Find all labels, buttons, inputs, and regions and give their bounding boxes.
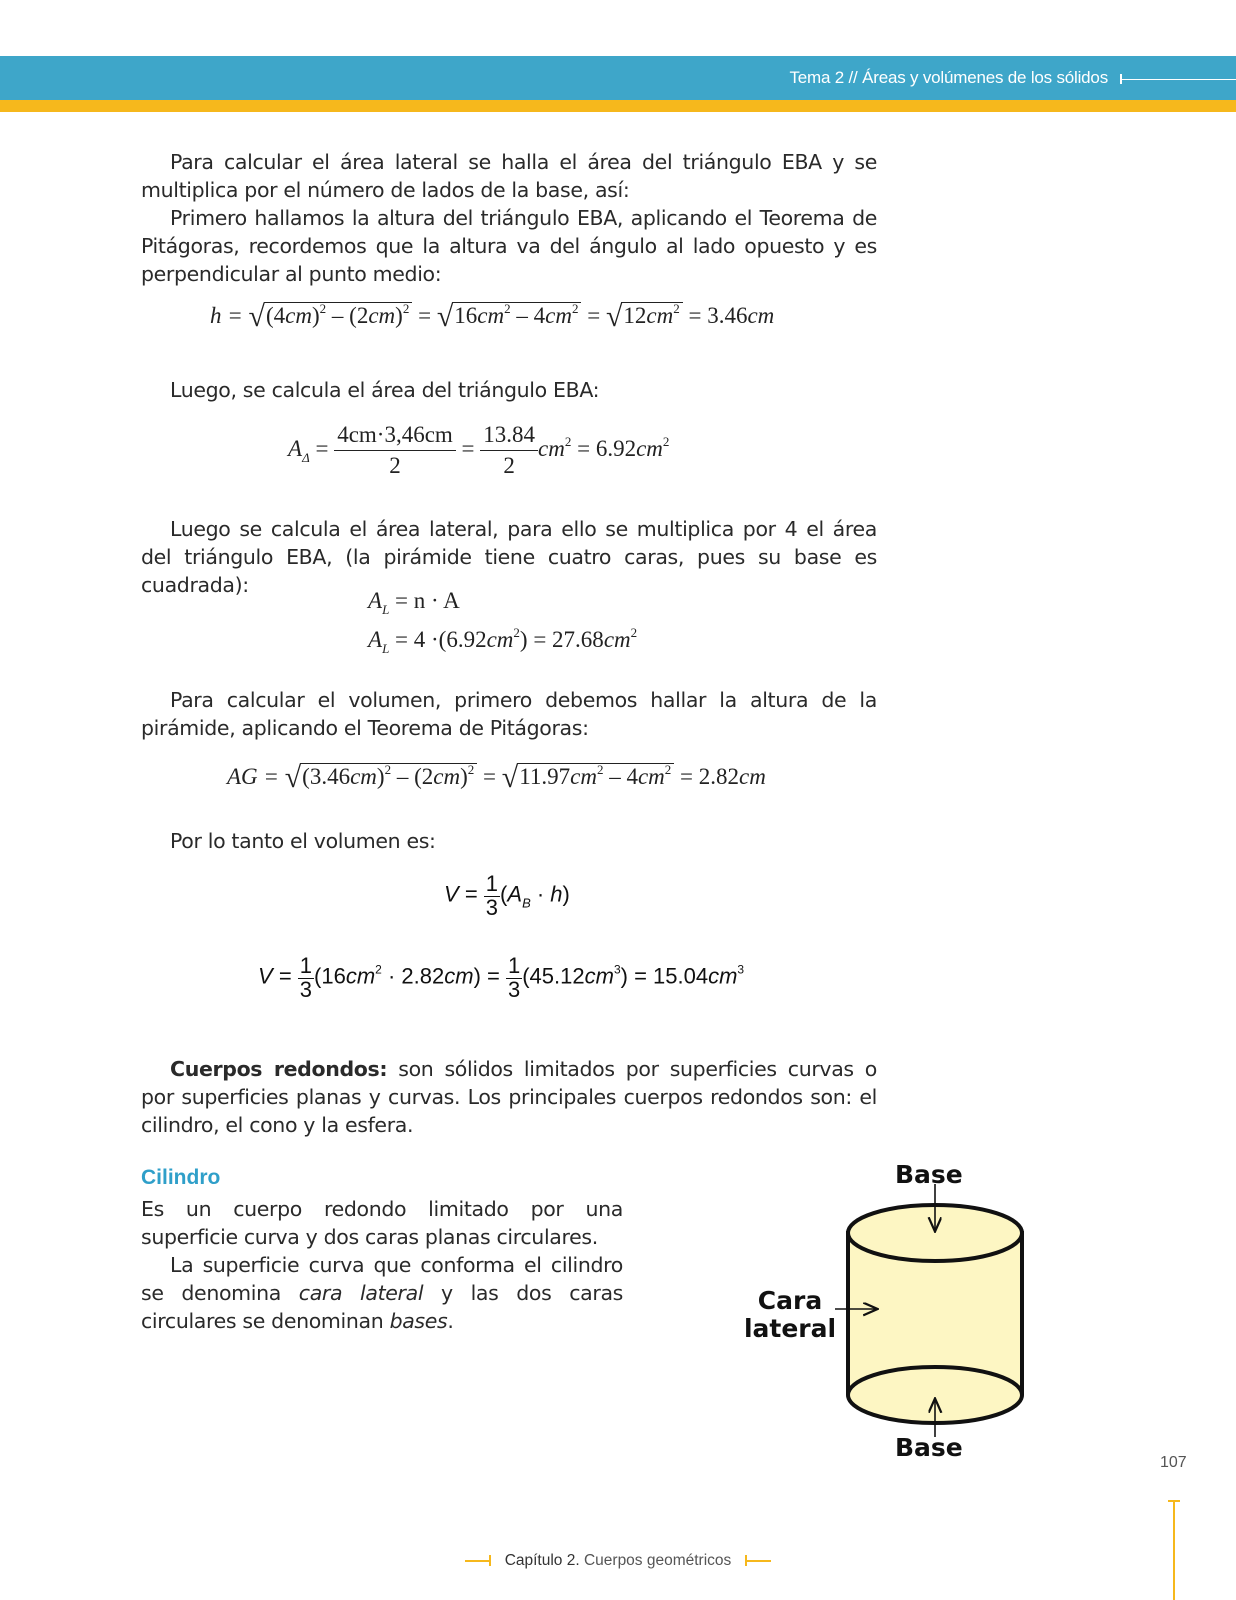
paragraph-round-bodies: Cuerpos redondos: son sólidos limitados por superficies curvas o por superficies planas y curvas. Los principales cuerpos redondos son: el cilindro, el cono y la esfera.	[141, 1057, 877, 1137]
paragraph-1: Para calcular el área lateral se halla el área del triángulo EBA y se multiplica por el número de lados de la base, así:	[141, 150, 877, 202]
footer-rule-right	[745, 1560, 771, 1562]
footer	[0, 1552, 1236, 1570]
header-title: Tema 2 // Áreas y volúmenes de los sólidos	[789, 68, 1108, 87]
section-heading-cylinder: Cilindro	[141, 1166, 221, 1189]
equation-pyramid-height: AG = $√(3.46cm)^2 - (2cm)^2 = √11.97cm^2 - 4cm^2 = 2.82cm$	[227, 761, 766, 794]
page-number: 107	[1160, 1454, 1187, 1471]
label-base-top: Base	[895, 1160, 963, 1189]
round-bodies-term: Cuerpos redondos:	[170, 1057, 388, 1081]
side-rule	[1173, 1500, 1175, 1600]
paragraph-4: Luego se calcula el área lateral, para ello se multiplica por 4 el área del triángulo EBA, (la pirámide tiene cuatro caras, pues su base es cuadrada):	[141, 517, 877, 597]
label-base-bottom: Base	[895, 1433, 963, 1462]
paragraph-2: Primero hallamos la altura del triángulo EBA, aplicando el Teorema de Pitágoras, recordemos que la altura va del ángulo al lado opuesto y es perpendicular al punto medio:	[141, 206, 877, 286]
equation-volume-formula: V = $\frac{1}{3}$ $(A_B \cdot h)$	[444, 871, 570, 920]
equation-triangle-area: $A_\Delta$ = $\frac{4cm\cdot 3,46cm}{2}$ = $\frac{13.84}{2}$ $cm^2 = 6.92cm^2$	[288, 422, 670, 478]
equation-height: $h = √(4cm)^2 - (2cm)^2 = √16cm^2 - 4cm^2 = √12cm^2 = 3.46cm$	[210, 300, 775, 333]
footer-rule-left	[465, 1560, 491, 1562]
paragraph-3: Luego, se calcula el área del triángulo EBA:	[170, 378, 600, 402]
equation-lateral-area-formula: $A_L = n \cdot A$	[368, 588, 460, 617]
equation-lateral-area-value: $A_L = 4 \cdot(6.92cm^2) = 27.68cm^2$	[368, 625, 638, 656]
paragraph-cylinder-def: Es un cuerpo redondo limitado por una superficie curva y dos caras planas circulares.	[141, 1197, 623, 1249]
paragraph-6: Por lo tanto el volumen es:	[170, 829, 436, 853]
footer-subtitle: Cuerpos geométricos	[583, 1552, 732, 1569]
footer-chapter: Capítulo 2.	[504, 1552, 580, 1569]
paragraph-cylinder-parts: La superficie curva que conforma el cilindro se denomina cara lateral y las dos caras circulares se denominan bases.	[141, 1253, 624, 1333]
label-lateral-face: Cara lateral	[743, 1286, 837, 1343]
header-stripe	[0, 100, 1236, 112]
header-rule	[1120, 79, 1236, 80]
equation-volume-value: V = $\frac{1}{3}$ $(16cm^2 \cdot 2.82cm)$ = $\frac{1}{3}$ $(45.12cm^3) = 15.04cm^3$	[258, 953, 745, 1002]
paragraph-5: Para calcular el volumen, primero debemos hallar la altura de la pirámide, aplicando el Teorema de Pitágoras:	[141, 688, 877, 740]
